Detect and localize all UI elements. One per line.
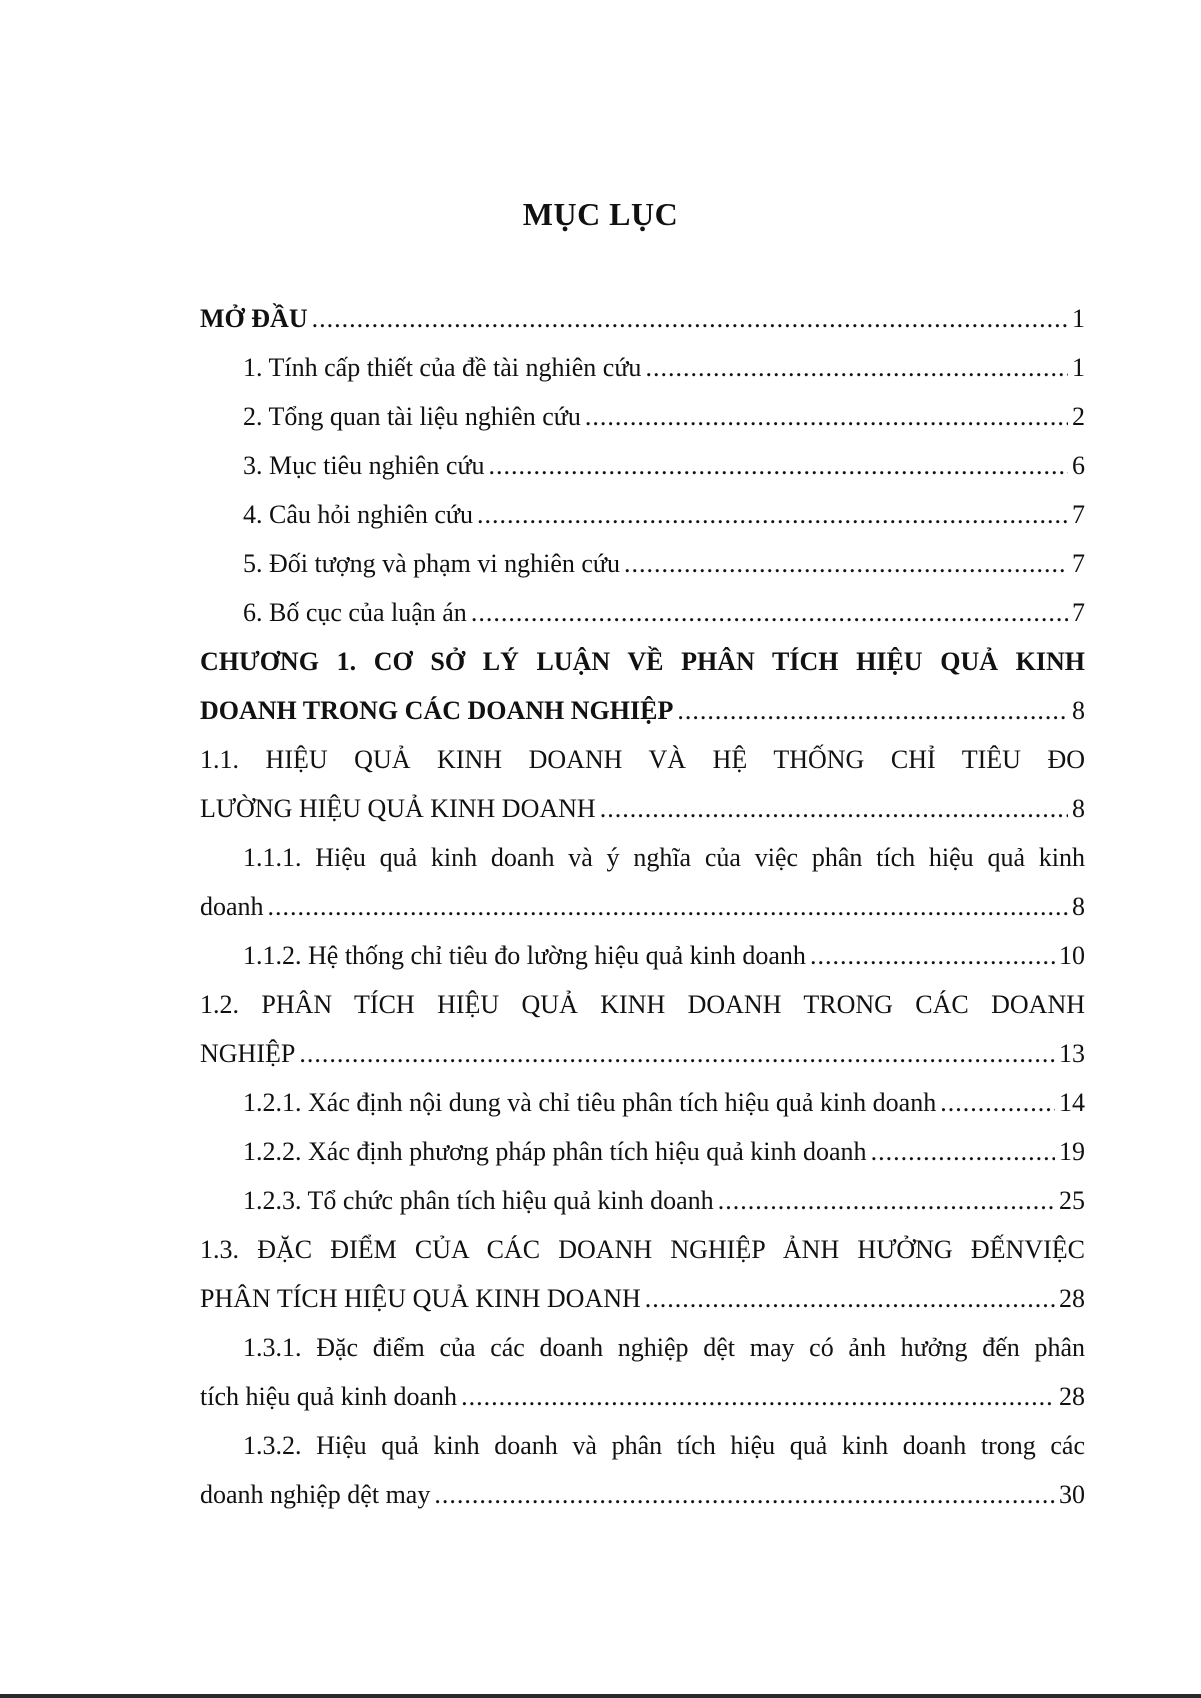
- page-bottom-border: [0, 1694, 1201, 1698]
- dot-leader: [718, 1176, 1055, 1225]
- dot-leader: [477, 490, 1068, 539]
- toc-entry-page-number: 8: [1072, 794, 1085, 823]
- toc-entry-page-number: 19: [1059, 1137, 1085, 1166]
- dot-leader: [871, 1127, 1055, 1176]
- dot-leader: [461, 1372, 1055, 1421]
- toc-entry-page-number: 7: [1072, 598, 1085, 627]
- toc-entry-label: tích hiệu quả kinh doanh: [200, 1382, 458, 1411]
- toc-entry-leader-line: [200, 490, 1085, 539]
- toc-entry-leader-line: [200, 1470, 1085, 1519]
- toc-entry-page-number: 2: [1072, 402, 1085, 431]
- toc-entry-label: doanh: [200, 892, 264, 921]
- toc-entry-label: MỞ ĐẦU: [200, 304, 308, 333]
- toc-entry: [200, 1127, 1085, 1176]
- toc-entry-label: 6. Bố cục của luận án: [243, 598, 467, 627]
- page-title: MỤC LỤC: [522, 196, 679, 232]
- dot-leader: [312, 294, 1068, 343]
- dot-leader: [645, 1274, 1055, 1323]
- toc-entry-leader-line: [200, 1176, 1085, 1225]
- toc-entry-line: 1.3. ĐẶC ĐIỂM CỦA CÁC DOANH NGHIỆP ẢNH HƯỞNG ĐẾNVIỆC: [200, 1235, 1085, 1264]
- toc-entry-label: NGHIỆP: [200, 1039, 296, 1068]
- toc-entry-leader-line: [200, 1029, 1085, 1078]
- toc-entry-page-number: 30: [1059, 1480, 1085, 1509]
- toc-entry: [200, 294, 1085, 343]
- toc-entry-label: PHÂN TÍCH HIỆU QUẢ KINH DOANH: [200, 1284, 641, 1313]
- dot-leader: [940, 1078, 1055, 1127]
- dot-leader: [810, 931, 1055, 980]
- toc-entry-line: CHƯƠNG 1. CƠ SỞ LÝ LUẬN VỀ PHÂN TÍCH HIỆU QUẢ KINH: [200, 647, 1085, 676]
- toc-entry-leader-line: [200, 1274, 1085, 1323]
- toc-entry-leader-line: [200, 882, 1085, 931]
- toc-entry-leader-line: [200, 1372, 1085, 1421]
- dot-leader: [299, 1029, 1055, 1078]
- toc-entry: [200, 637, 1085, 735]
- toc-entry-label: 1.2.1. Xác định nội dung và chỉ tiêu phân tích hiệu quả kinh doanh: [243, 1088, 937, 1117]
- toc-entry-page-number: 13: [1059, 1039, 1085, 1068]
- toc-entry-leader-line: [200, 1078, 1085, 1127]
- toc-entry-leader-line: [200, 392, 1085, 441]
- toc-entry-page-number: 14: [1059, 1088, 1085, 1117]
- toc-entry-label: LƯỜNG HIỆU QUẢ KINH DOANH: [200, 794, 596, 823]
- toc-entry: [200, 490, 1085, 539]
- dot-leader: [624, 539, 1068, 588]
- toc-entry: [200, 392, 1085, 441]
- toc-entry-page-number: 7: [1072, 500, 1085, 529]
- toc-entry-line: 1.1.1. Hiệu quả kinh doanh và ý nghĩa của việc phân tích hiệu quả kinh: [243, 843, 1085, 872]
- toc-entry-label: 1.2.3. Tổ chức phân tích hiệu quả kinh doanh: [243, 1186, 714, 1215]
- toc-entry: [200, 980, 1085, 1078]
- toc-entry: [200, 588, 1085, 637]
- toc-entry-leader-line: [200, 588, 1085, 637]
- toc-entry-label: 4. Câu hỏi nghiên cứu: [243, 500, 474, 529]
- toc-entry-label: 1.1.2. Hệ thống chỉ tiêu đo lường hiệu quả kinh doanh: [243, 941, 806, 970]
- toc-entry-leader-line: [200, 343, 1085, 392]
- toc-entry-line: 1.3.2. Hiệu quả kinh doanh và phân tích hiệu quả kinh doanh trong các: [243, 1431, 1085, 1460]
- toc-entry: [200, 343, 1085, 392]
- table-of-contents: [200, 294, 1085, 1519]
- toc-entry-label: doanh nghiệp dệt may: [200, 1480, 431, 1509]
- dot-leader: [434, 1470, 1055, 1519]
- dot-leader: [268, 882, 1068, 931]
- toc-entry-page-number: 28: [1059, 1284, 1085, 1313]
- dot-leader: [677, 686, 1068, 735]
- toc-entry: [200, 1323, 1085, 1421]
- dot-leader: [489, 441, 1068, 490]
- toc-entry-page-number: 8: [1072, 696, 1085, 725]
- toc-entry-page-number: 1: [1072, 304, 1085, 333]
- toc-entry-label: 3. Mục tiêu nghiên cứu: [243, 451, 485, 480]
- toc-entry-leader-line: [200, 686, 1085, 735]
- toc-entry-line: 1.1. HIỆU QUẢ KINH DOANH VÀ HỆ THỐNG CHỈ TIÊU ĐO: [200, 745, 1085, 774]
- toc-entry-page-number: 7: [1072, 549, 1085, 578]
- toc-entry-label: 1.2.2. Xác định phương pháp phân tích hiệu quả kinh doanh: [243, 1137, 867, 1166]
- toc-entry-line: 1.2. PHÂN TÍCH HIỆU QUẢ KINH DOANH TRONG CÁC DOANH: [200, 990, 1085, 1019]
- dot-leader: [600, 784, 1068, 833]
- dot-leader: [645, 343, 1068, 392]
- toc-entry: [200, 441, 1085, 490]
- toc-entry: [200, 539, 1085, 588]
- dot-leader: [585, 392, 1068, 441]
- toc-entry-leader-line: [200, 294, 1085, 343]
- toc-entry-label: DOANH TRONG CÁC DOANH NGHIỆP: [200, 696, 674, 725]
- toc-entry: [200, 1176, 1085, 1225]
- toc-entry-page-number: 28: [1059, 1382, 1085, 1411]
- toc-entry: [200, 1225, 1085, 1323]
- toc-entry-label: 1. Tính cấp thiết của đề tài nghiên cứu: [243, 353, 642, 382]
- toc-entry: [200, 1078, 1085, 1127]
- toc-entry: [200, 833, 1085, 931]
- toc-entry: [200, 1421, 1085, 1519]
- toc-entry-page-number: 1: [1072, 353, 1085, 382]
- toc-entry-line: 1.3.1. Đặc điểm của các doanh nghiệp dệt may có ảnh hưởng đến phân: [243, 1333, 1085, 1362]
- toc-entry-leader-line: [200, 1127, 1085, 1176]
- toc-entry-page-number: 6: [1072, 451, 1085, 480]
- toc-entry: [200, 735, 1085, 833]
- toc-entry-page-number: 25: [1059, 1186, 1085, 1215]
- toc-entry: [200, 931, 1085, 980]
- toc-entry-page-number: 10: [1059, 941, 1085, 970]
- toc-entry-leader-line: [200, 931, 1085, 980]
- dot-leader: [471, 588, 1068, 637]
- toc-entry-page-number: 8: [1072, 892, 1085, 921]
- toc-entry-leader-line: [200, 441, 1085, 490]
- toc-entry-label: 2. Tổng quan tài liệu nghiên cứu: [243, 402, 581, 431]
- toc-entry-leader-line: [200, 539, 1085, 588]
- toc-entry-label: 5. Đối tượng và phạm vi nghiên cứu: [243, 549, 620, 578]
- toc-entry-leader-line: [200, 784, 1085, 833]
